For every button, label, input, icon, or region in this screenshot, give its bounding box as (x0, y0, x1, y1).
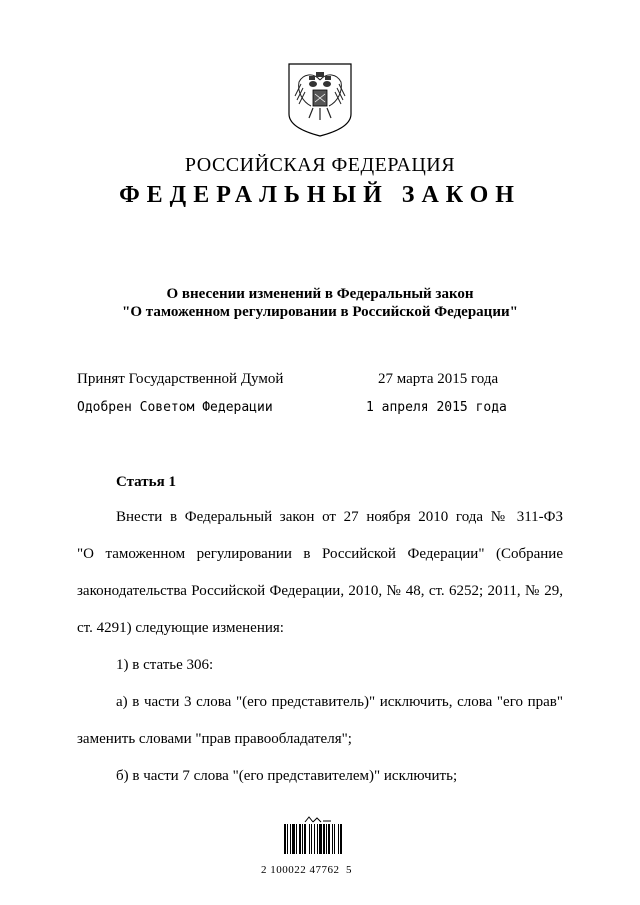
country-name: РОССИЙСКАЯ ФЕДЕРАЦИЯ (184, 154, 456, 176)
article-intro-line-2: "О таможенном регулировании в Российской Федерации" (Собрание (77, 546, 563, 562)
council-approval-label: Одобрен Советом Федерации (77, 400, 273, 415)
item-1b: б) в части 7 слова "(его представителем)" исключить; (116, 768, 458, 784)
coat-of-arms-icon (287, 62, 353, 138)
article-intro-line-1: Внести в Федеральный закон от 27 ноября 2010 года № 311-ФЗ (116, 509, 563, 525)
article-intro-line-4: ст. 4291) следующие изменения: (77, 620, 284, 636)
law-title (0, 285, 640, 321)
barcode-number: 2 100022 47762 5 (261, 864, 352, 876)
article-heading: Статья 1 (116, 474, 176, 490)
duma-adoption-label: Принят Государственной Думой (77, 371, 284, 387)
item-1: 1) в статье 306: (116, 657, 214, 673)
law-title-line-2: "О таможенном регулировании в Российской Федерации" (122, 304, 518, 320)
item-1a-line-1: а) в части 3 слова "(его представитель)" исключить, слова "его прав" (116, 694, 563, 710)
item-1a-line-2: заменить словами "прав правообладателя"; (77, 731, 352, 747)
council-approval-date: 1 апреля 2015 года (366, 400, 507, 415)
barcode-icon (283, 816, 363, 856)
law-title-line-1: О внесении изменений в Федеральный закон (166, 286, 474, 302)
article-intro-line-3: законодательства Российской Федерации, 2010, № 48, ст. 6252; 2011, № 29, (77, 583, 563, 599)
duma-adoption-date: 27 марта 2015 года (378, 371, 499, 387)
document-type: ФЕДЕРАЛЬНЫЙ ЗАКОН (119, 182, 521, 208)
